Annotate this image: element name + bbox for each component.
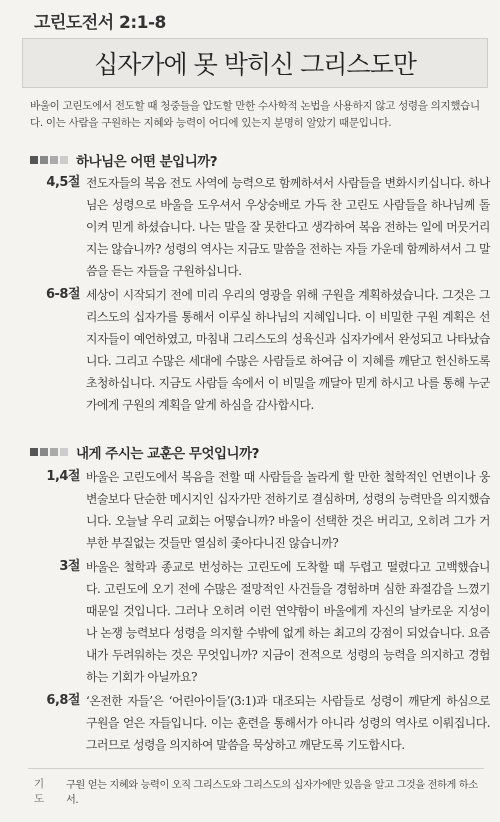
scripture-reference: 고린도전서 2:1-8: [34, 13, 166, 33]
section-header-2: [30, 442, 480, 462]
verse-text: 바울은 고린도에서 복음을 전할 때 사람들을 놀라게 할 만한 철학적인 언변이나 웅변술보다 단순한 메시지인 십자가만 전하기로 결심하며, 성령의 능력만을 의지했습니다. 오늘날 우리 교회는 어떻습니까? 바울이 선택한 것은 버리고, 오히려 그가 거부한 부질없는 것들만 열심히 좇아다니진 않습니까?: [86, 470, 490, 550]
verse-number: 3절: [59, 559, 80, 574]
verse-text: ‘온전한 자들’은 ‘어린아이들’(3:1)과 대조되는 사람들로 성령이 깨닫게 하심으로 구원을 얻은 자들입니다. 이는 훈련을 통해서가 아니라 성령의 역사로 이뤄집니다. 그러므로 성령을 의지하여 말씀을 묵상하고 깨닫도록 기도합시다.: [86, 694, 490, 752]
verse-text: 세상이 시작되기 전에 미리 우리의 영광을 위해 구원을 계획하셨습니다. 그것은 그리스도의 십자가를 통해서 이루실 하나님의 지혜입니다. 이 비밀한 구원 계획은 선지자들이 예언하였고, 마침내 그리스도의 성육신과 십자가에서 완성되고 나타났습니다. 그리고 수많은 세대에 수많은 사람들로 하여금 이 지혜를 깨닫고 헌신하도록 초청하십니다. 지금도 사람들 속에서 이 비밀을 깨달아 믿게 하시고 나를 통해 누군가에게 구원의 계획을 알게 하심을 감사합시다.: [86, 288, 490, 412]
prayer-footer: [34, 776, 484, 806]
prayer-label: 기도: [34, 778, 46, 805]
prayer-text: 구원 얻는 지혜와 능력이 오직 그리스도와 그리스도의 십자가에만 있음을 알고 그것을 전하게 하소서.: [65, 780, 478, 806]
intro-paragraph: 바울이 고린도에서 전도할 때 청중들을 압도할 만한 수사학적 논법을 사용하지 않고 성령을 의지했습니다. 이는 사람을 구원하는 지혜와 능력이 어디에 있는지 분명히 알았기 때문입니다.: [30, 100, 480, 129]
section-bullet-icon: [30, 448, 68, 456]
section-title: 내게 주시는 교훈은 무엇입니까?: [76, 446, 259, 462]
divider: [28, 768, 484, 769]
verse-block: [30, 284, 490, 416]
verse-block: [30, 172, 490, 282]
verse-number: 1,4절: [46, 469, 80, 484]
verse-text: 바울은 철학과 종교로 번성하는 고린도에 도착할 때 두렵고 떨렸다고 고백했습니다. 고린도에 오기 전에 수많은 절망적인 사건들을 경험하며 심한 좌절감을 느꼈기 때문일 것입니다. 그러나 오히려 이런 연약함이 바울에게 자신의 날카로운 지성이나 논쟁 능력보다 성령을 의지할 수밖에 없게 하는 최고의 강점이 되었습니다. 요즘 내가 두려워하는 것은 무엇입니까? 지금이 전적으로 성령의 능력을 의지하고 경험하는 기회가 아닐까요?: [86, 560, 490, 684]
page-title: 십자가에 못 박히신 그리스도만: [94, 50, 416, 79]
verse-block: [30, 690, 490, 756]
section-header-1: [30, 150, 480, 170]
section-title: 하나님은 어떤 분입니까?: [76, 154, 218, 170]
section-bullet-icon: [30, 156, 68, 164]
verse-block: [30, 556, 490, 688]
verse-number: 4,5절: [46, 175, 80, 190]
title-banner: [22, 38, 488, 88]
verse-block: [30, 466, 490, 554]
verse-number: 6,8절: [46, 693, 80, 708]
verse-number: 6-8절: [45, 287, 80, 302]
verse-text: 전도자들의 복음 전도 사역에 능력으로 함께하셔서 사람들을 변화시키십니다. 하나님은 성령으로 바울을 도우셔서 우상숭배로 가득 찬 고린도 사람들을 하나님께 돌이켜 믿게 하셨습니다. 나는 말을 잘 못한다고 생각하여 복음 전하는 일에 머뭇거리지는 않습니까? 성령의 역사는 지금도 말씀을 전하는 자들 가운데 함께하셔서 그 말씀을 듣는 자들을 구원하십니다.: [86, 176, 490, 278]
